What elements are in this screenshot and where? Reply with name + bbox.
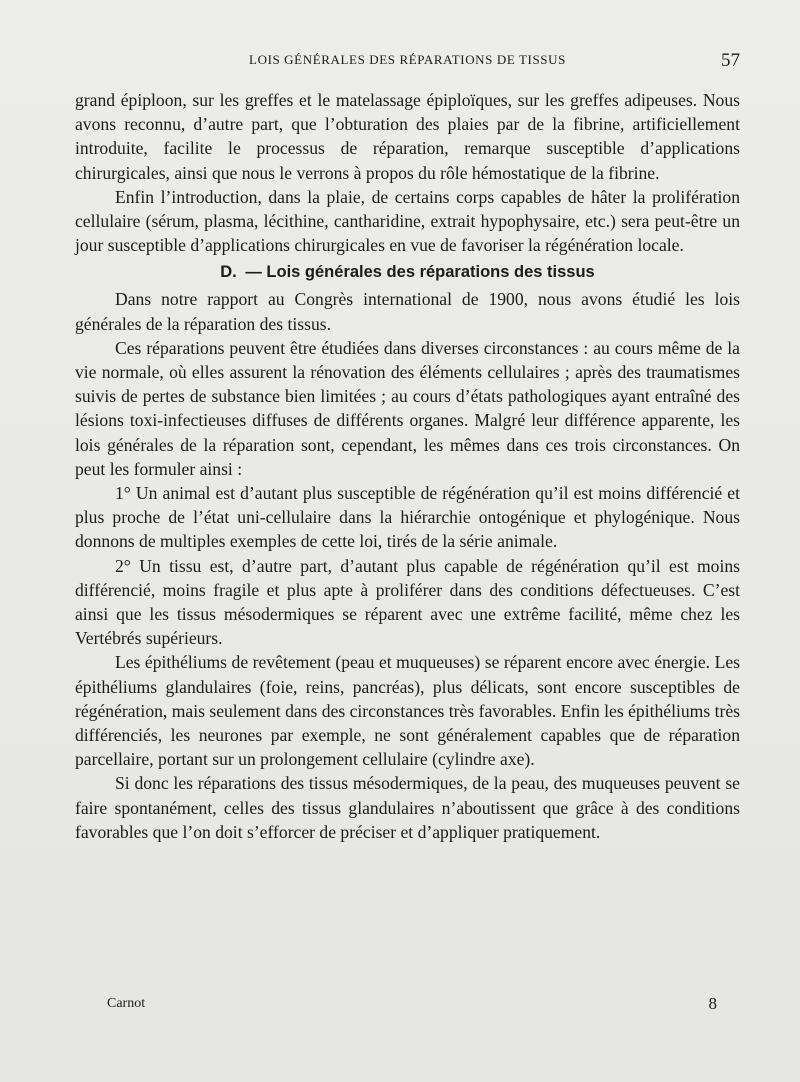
paragraph: Enfin l’introduction, dans la plaie, de certains corps capables de hâter la prolifération cellulaire (sérum, plasma, lécithine, cantharidine, extrait hypophysaire, etc.) sera peut-être un jour susceptible d’applications chirurgicales en vue de favoriser la régénération locale. [75,186,740,256]
page-footer [107,994,717,1016]
page-number: 57 [721,50,740,71]
signature-mark: 8 [708,994,717,1013]
paragraph: Les épithéliums de revêtement (peau et muqueuses) se réparent encore avec énergie. Les épithéliums glandulaires (foie, reins, pancréas), plus délicats, sont encore susceptibles de régénération, mais seulement dans des circonstances très favorables. Enfin les épithéliums très différenciés, les neurones par exemple, ne sont généralement capables que de réparation parcellaire, portant sur un prolongement cellulaire (cylindre axe). [75,652,740,770]
paragraph: grand épiploon, sur les greffes et le matelassage épiploïques, sur les greffes adipeuses. Nous avons reconnu, d’autre part, que l’obturation des plaies par de la fibrine, artificiellement introduite, facilite le processus de réparation, remarque susceptible d’applications chirurgicales, ainsi que nous le verrons à propos du rôle hémostatique de la fibrine. [75,90,740,183]
paragraph: Si donc les réparations des tissus mésodermiques, de la peau, des muqueuses peuvent se faire spontanément, celles des tissus glandulaires n’aboutissent que grâce à des conditions favorables que l’on doit s’efforcer de préciser et d’appliquer pratiquement. [75,773,740,842]
paragraph: Dans notre rapport au Congrès international de 1900, nous avons étudié les lois générales de la réparation des tissus. [75,289,740,334]
text-block [75,88,740,844]
paragraph: 2° Un tissu est, d’autre part, d’autant plus capable de régénération qu’il est moins différencié, moins fragile et plus apte à proliférer dans des conditions défectueuses. C’est ainsi que les tissus mésodermiques se réparent avec une extrême facilité, même chez les Vertébrés supérieurs. [75,555,740,649]
paragraph: Ces réparations peuvent être étudiées dans diverses circonstances : au cours même de la vie normale, où elles assurent la rénovation des éléments cellulaires ; après des traumatismes suivis de pertes de substance bien limitées ; au cours d’états pathologiques ayant entraîné des lésions toxi-infectieuses diffuses de différents organes. Malgré leur différence apparente, les lois générales de la réparation sont, cependant, les mêmes dans ces trois circonstances. On peut les formuler ainsi : [75,337,740,479]
running-head [75,50,740,72]
footer-author: Carnot [107,996,146,1011]
section-title: — Lois générales des réparations des tissus [245,263,595,282]
running-title: LOIS GÉNÉRALES DES RÉPARATIONS DE TISSUS [249,52,566,67]
paragraph: 1° Un animal est d’autant plus susceptible de régénération qu’il est moins différencié et plus proche de l’état uni-cellulaire dans la hiérarchie ontogénique et phylogénique. Nous donnons de multiples exemples de cette loi, tirés de la série animale. [75,483,740,552]
section-letter: D. [220,263,237,282]
section-heading [75,260,740,284]
